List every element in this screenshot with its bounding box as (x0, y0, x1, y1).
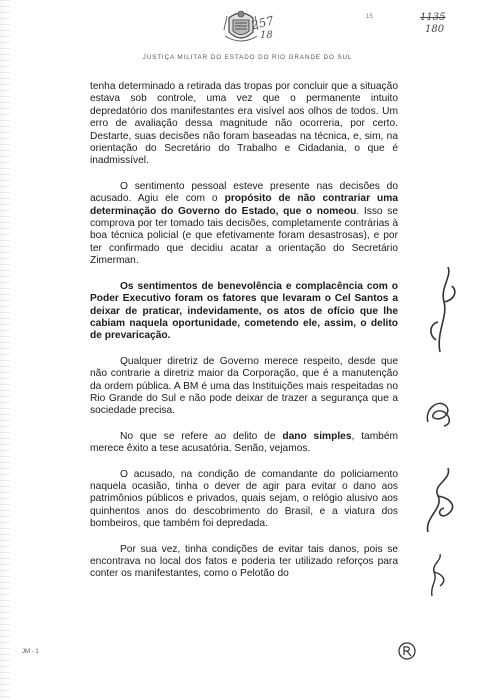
page-number: 15 (366, 14, 373, 20)
paragraph-p2 (90, 181, 398, 268)
handwritten-folio-crest-2: 18 (260, 30, 273, 41)
margin-signature-1 (418, 262, 468, 357)
emphasized-text: Os sentimentos de benevolência e complacência com o Poder Executivo foram os fatores que levaram o Cel Santos a deixar de praticar, indevidamente, os atos de ofício que lhe cabiam naquela oportunidade, cometendo ele, assim, o delito de prevaricação. (90, 280, 398, 342)
paragraph-text: Por sua vez, tinha condições de evitar tais danos, pois se encontrava no local dos fatos e poderia ter utilizado reforços para conter os manifestantes, como o Pelotão do (90, 543, 398, 580)
handwritten-folio-top-2: 180 (425, 24, 445, 35)
paragraph-p6 (90, 469, 398, 531)
page-stamp-mark (396, 640, 418, 662)
margin-signature-2 (418, 462, 468, 540)
paragraph-text: O acusado, na condição de comandante do policiamento naquela ocasião, tinha o dever de agir para evitar o dano aos patrimônios públicos e privados, quais sejam, o relógio alusivo aos quinhentos anos do descobrimento do Brasil, e a viatura dos bombeiros, que também foi depredada. (90, 468, 398, 530)
handwritten-folio-top: 1135 (420, 12, 446, 23)
paragraph-text: , também merece êxito a tese acusatória. Senão, vejamos. (90, 430, 398, 455)
paragraph-text: . Isso se comprova por ter tomado tais decisões, completamente contrárias à boa técnica policial (e que efetivamente foram desastrosas), e por ter confirmado que decidiu acatar a orientação do Secretário Zimerman. (90, 205, 399, 267)
margin-signature-3 (424, 550, 454, 600)
court-header: JUSTIÇA MILITAR DO ESTADO DO RIO GRANDE DO SUL (142, 54, 353, 61)
margin-initials-1 (420, 392, 460, 432)
paragraph-text: tenha determinado a retirada das tropas por concluir que a situação estava sob controle, uma vez que o permanente intuito depredatório dos manifestantes era visível aos olhos de todos. Um erro de avaliação dessa magnitude não ocorreria, por certo. Destarte, suas decisões não foram baseadas na técnica, e, sim, na orientação do Secretário do Trabalho e Cidadania, o que é inadmissível. (90, 81, 398, 167)
emphasized-text: propósito de não contrariar uma determinação do Governo do Estado, que o nomeou (90, 193, 398, 217)
document-body (90, 81, 398, 594)
emphasized-text: dano simples (282, 430, 352, 442)
paragraph-p4 (90, 356, 398, 418)
paragraph-text: O sentimento pessoal esteve presente nas decisões do acusado. Agiu ele com o (90, 180, 398, 205)
paragraph-p1 (90, 81, 398, 168)
form-code: JM - 1 (22, 649, 39, 655)
paragraph-p7 (90, 544, 398, 581)
paragraph-text: Qualquer diretriz de Governo merece respeito, desde que não contrarie a diretriz maior da Corporação, que é a manutenção da ordem pública. A BM é uma das Instituições mais respeitadas no Rio Grande do Sul e não pode deixar de trazer a segurança que a sociedade precisa. (90, 355, 398, 417)
handwritten-folio-crest: 257 (249, 13, 276, 33)
paragraph-p3 (90, 281, 398, 343)
binding-edge (0, 0, 10, 700)
paragraph-p5 (90, 431, 398, 456)
paragraph-text: No que se refere ao delito de (120, 430, 283, 442)
